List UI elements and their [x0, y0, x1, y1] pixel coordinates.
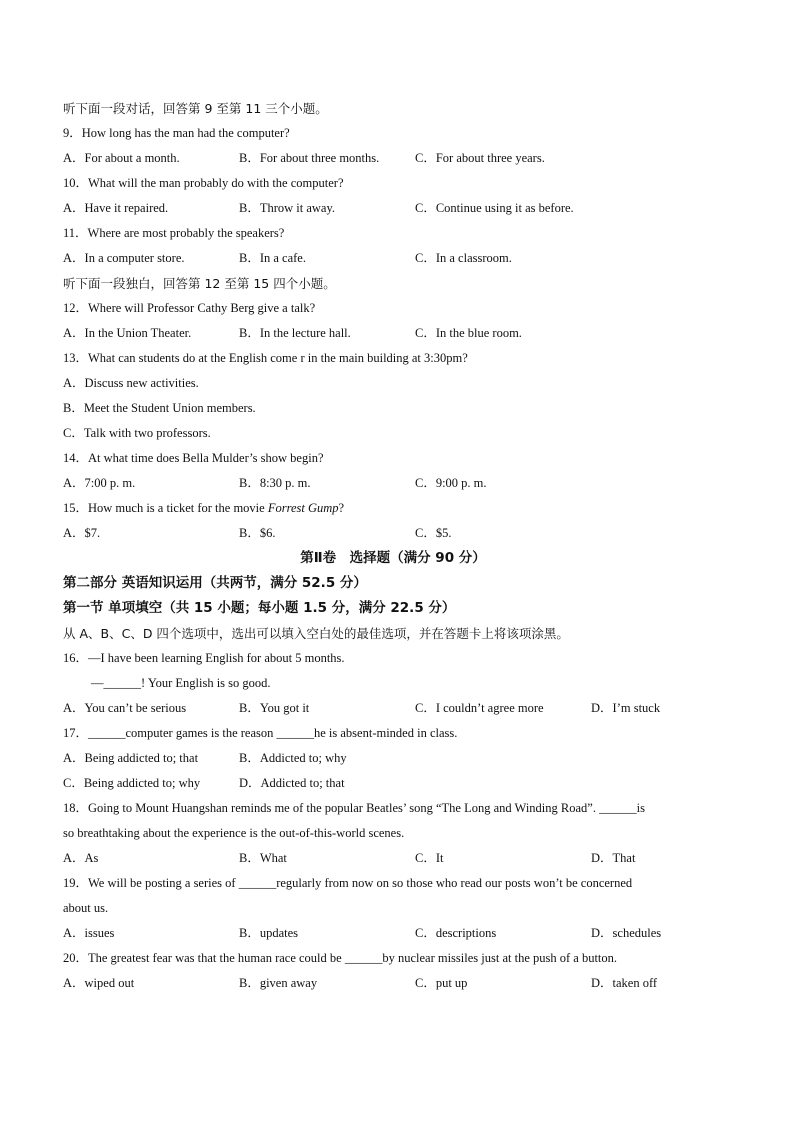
question-10: 10．What will the man probably do with the computer? [63, 176, 344, 190]
option-12c: C．In the blue room. [415, 326, 522, 340]
volume-title: 第Ⅱ卷 选择题（满分 90 分） [300, 550, 486, 566]
option-14c: C．9:00 p. m. [415, 476, 487, 490]
option-11a: A．In a computer store. [63, 251, 185, 265]
question-13: 13．What can students do at the English come r in the main building at 3:30pm? [63, 351, 468, 365]
option-16b: B．You got it [239, 701, 310, 715]
question-15 [63, 496, 723, 521]
options-9 [63, 146, 723, 171]
option-20b: B．given away [239, 976, 318, 990]
option-9b: B．For about three months. [239, 151, 380, 165]
option-15b: B．$6. [239, 526, 276, 540]
options-17-row1 [63, 746, 723, 771]
option-17c: C．Being addicted to; why [63, 776, 201, 790]
option-16a: A．You can’t be serious [63, 701, 187, 715]
option-16d: D．I’m stuck [591, 701, 661, 715]
option-18d: D．That [591, 851, 636, 865]
option-12a: A．In the Union Theater. [63, 326, 192, 340]
option-13a: A．Discuss new activities. [63, 376, 199, 390]
question-16: 16．—I have been learning English for about 5 months. [63, 651, 345, 665]
option-14b: B．8:30 p. m. [239, 476, 311, 490]
question-9: 9．How long has the man had the computer? [63, 126, 290, 140]
options-20 [63, 971, 723, 996]
options-12 [63, 321, 723, 346]
section-title: 第一节 单项填空（共 15 小题；每小题 1.5 分，满分 22.5 分） [63, 600, 456, 616]
question-20: 20．The greatest fear was that the human race could be ______by nuclear missiles just at the push of a button. [63, 951, 618, 965]
option-18c: C．It [415, 851, 444, 865]
question-19: 19．We will be posting a series of ______regularly from now on so those who read our posts won’t be concerned [63, 876, 633, 890]
option-11c: C．In a classroom. [415, 251, 512, 265]
option-20d: D．taken off [591, 976, 658, 990]
exam-page [63, 96, 723, 996]
option-17a: A．Being addicted to; that [63, 751, 199, 765]
option-19c: C．descriptions [415, 926, 497, 940]
option-19b: B．updates [239, 926, 299, 940]
option-20c: C．put up [415, 976, 468, 990]
options-18 [63, 846, 723, 871]
question-12: 12．Where will Professor Cathy Berg give a talk? [63, 301, 316, 315]
question-15-end: ? [338, 501, 345, 515]
question-19-cont: about us. [63, 901, 109, 915]
question-11: 11．Where are most probably the speakers? [63, 226, 285, 240]
option-10b: B．Throw it away. [239, 201, 336, 215]
option-13c: C．Talk with two professors. [63, 426, 211, 440]
option-12b: B．In the lecture hall. [239, 326, 351, 340]
option-15c: C．$5. [415, 526, 452, 540]
part-title: 第二部分 英语知识运用（共两节，满分 52.5 分） [63, 575, 367, 591]
option-11b: B．In a cafe. [239, 251, 306, 265]
options-19 [63, 921, 723, 946]
option-9a: A．For about a month. [63, 151, 180, 165]
option-10a: A．Have it repaired. [63, 201, 169, 215]
option-10c: C．Continue using it as before. [415, 201, 574, 215]
question-18: 18．Going to Mount Huangshan reminds me of the popular Beatles’ song “The Long and Winding Road”. ______is [63, 801, 645, 815]
option-18b: B．What [239, 851, 287, 865]
option-14a: A．7:00 p. m. [63, 476, 136, 490]
question-14: 14．At what time does Bella Mulder’s show begin? [63, 451, 324, 465]
question-16-reply: —______! Your English is so good. [91, 676, 271, 690]
options-15 [63, 521, 723, 546]
question-15-text: 15．How much is a ticket for the movie [63, 501, 268, 515]
option-17d: D．Addicted to; that [239, 776, 345, 790]
options-17-row2 [63, 771, 723, 796]
option-16c: C．I couldn’t agree more [415, 701, 544, 715]
option-15a: A．$7. [63, 526, 101, 540]
option-19d: D．schedules [591, 926, 662, 940]
option-9c: C．For about three years. [415, 151, 545, 165]
listening-intro-12-15: 听下面一段独白，回答第 12 至第 15 四个小题。 [63, 276, 336, 291]
question-18-cont: so breathtaking about the experience is the out-of-this-world scenes. [63, 826, 405, 840]
instruction: 从 A、B、C、D 四个选项中，选出可以填入空白处的最佳选项，并在答题卡上将该项涂黑。 [63, 626, 569, 641]
option-19a: A．issues [63, 926, 115, 940]
option-18a: A．As [63, 851, 99, 865]
options-14 [63, 471, 723, 496]
question-17: 17．______computer games is the reason ______he is absent-minded in class. [63, 726, 458, 740]
options-10 [63, 196, 723, 221]
option-13b: B．Meet the Student Union members. [63, 401, 256, 415]
listening-intro-9-11: 听下面一段对话，回答第 9 至第 11 三个小题。 [63, 101, 328, 116]
option-17b: B．Addicted to; why [239, 751, 347, 765]
options-16 [63, 696, 723, 721]
options-11 [63, 246, 723, 271]
movie-title: Forrest Gump [267, 501, 339, 515]
option-20a: A．wiped out [63, 976, 135, 990]
